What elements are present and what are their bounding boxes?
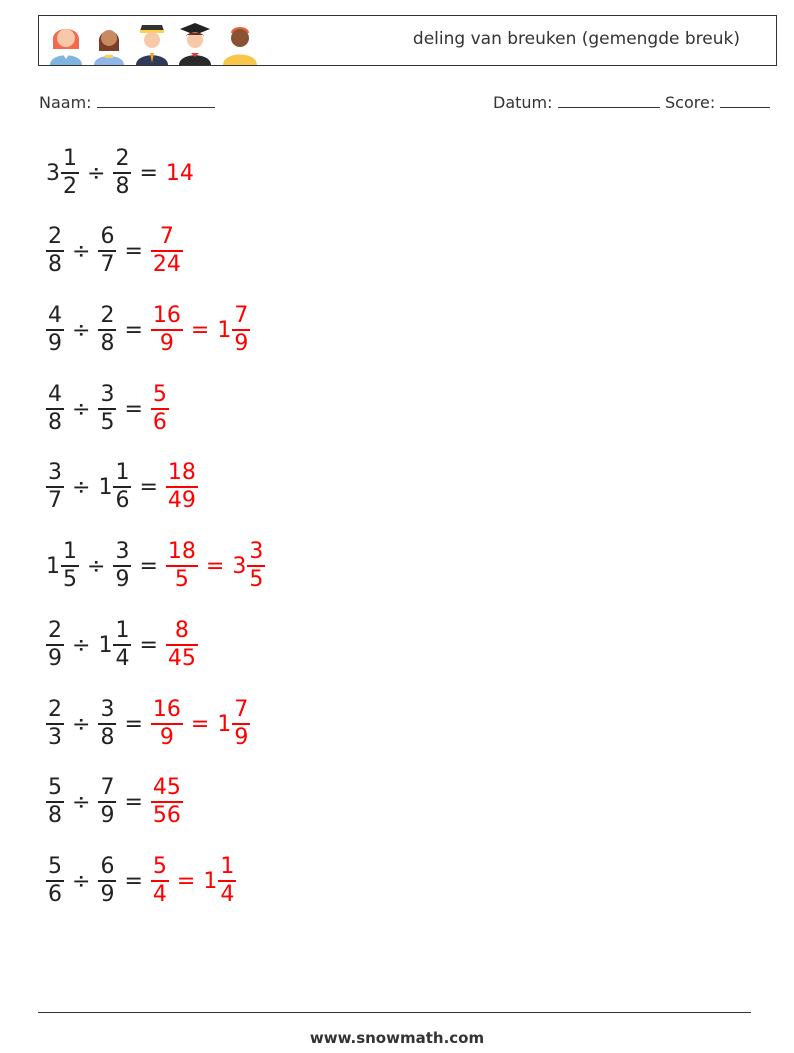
denominator: 9 [100, 802, 115, 828]
mixed-number-whole: 1 [217, 711, 232, 737]
denominator: 8 [100, 330, 115, 356]
dividend-fraction [61, 541, 79, 591]
answer [166, 161, 195, 186]
answer [151, 226, 183, 276]
answer [151, 384, 169, 434]
denominator: 8 [48, 409, 62, 435]
numerator: 7 [159, 224, 174, 250]
dividend-fraction [46, 305, 64, 355]
mixed-number-whole: 1 [217, 317, 232, 343]
answer-value-fraction [166, 462, 198, 512]
denominator: 6 [48, 881, 62, 907]
graduate-icon [174, 19, 216, 65]
denominator: 9 [234, 330, 249, 356]
equals-sign: = [190, 711, 210, 737]
answer-value [166, 462, 198, 512]
dividend [46, 148, 79, 198]
problem-row [46, 300, 250, 360]
numerator: 1 [115, 618, 130, 644]
numerator: 1 [115, 460, 130, 486]
divide-sign: ÷ [72, 632, 91, 658]
numerator: 7 [234, 697, 249, 723]
numerator: 5 [152, 854, 167, 880]
equals-sign: = [190, 317, 210, 343]
numerator: 3 [115, 539, 130, 565]
date-label: Datum: [493, 93, 553, 112]
answer-value-fraction [166, 620, 198, 670]
numerator: 6 [100, 854, 115, 880]
equals-sign: = [124, 868, 143, 894]
denominator: 9 [159, 330, 174, 356]
answer-value-fraction [151, 384, 169, 434]
numerator: 3 [249, 539, 264, 565]
answer-value-whole: 14 [165, 160, 194, 186]
problem-row [46, 615, 198, 675]
name-blank[interactable] [97, 93, 215, 108]
dividend [46, 541, 79, 591]
date-blank[interactable] [558, 93, 660, 108]
dividend-whole: 1 [46, 553, 60, 579]
divisor-whole: 1 [98, 474, 113, 500]
answer-value [151, 699, 183, 749]
numerator: 18 [167, 460, 196, 486]
answer-value [151, 305, 183, 355]
answer-value [151, 856, 169, 906]
mixed-number-whole: 3 [232, 553, 247, 579]
problem-row [46, 379, 169, 439]
numerator: 1 [63, 146, 77, 172]
dividend [46, 462, 64, 512]
numerator: 5 [48, 854, 62, 880]
equals-sign: = [139, 160, 158, 186]
divisor-fraction [113, 541, 131, 591]
equals-sign: = [139, 553, 158, 579]
answer-value-fraction [151, 856, 169, 906]
dividend [46, 856, 64, 906]
divisor [98, 305, 116, 355]
equals-sign: = [124, 396, 143, 422]
numerator: 4 [48, 382, 62, 408]
dividend [46, 226, 64, 276]
answer-value-fraction [166, 541, 198, 591]
answer [151, 305, 250, 355]
problem-row [46, 221, 183, 281]
equals-sign: = [139, 632, 158, 658]
denominator: 3 [48, 724, 62, 750]
divisor-fraction [98, 384, 116, 434]
dividend-fraction [46, 226, 64, 276]
divisor-fraction [98, 856, 116, 906]
denominator: 4 [152, 881, 167, 907]
problem-row [46, 536, 265, 596]
numerator: 5 [152, 382, 167, 408]
denominator: 5 [249, 566, 264, 592]
denominator: 4 [220, 881, 235, 907]
denominator: 56 [152, 802, 181, 828]
answer-value-fraction [151, 777, 183, 827]
worksheet-title: deling van breuken (gemengde breuk) [412, 29, 740, 49]
denominator: 9 [48, 330, 62, 356]
dividend-whole: 3 [46, 160, 60, 186]
answer-value [151, 384, 169, 434]
mixed-number-fraction [232, 699, 250, 749]
score-blank[interactable] [720, 93, 770, 108]
divisor [98, 856, 116, 906]
denominator: 5 [174, 566, 189, 592]
numerator: 2 [48, 224, 62, 250]
divisor [98, 620, 131, 670]
header-box [38, 15, 777, 66]
denominator: 7 [100, 251, 115, 277]
name-field[interactable] [39, 93, 215, 112]
dividend [46, 384, 64, 434]
divisor-fraction [98, 305, 116, 355]
answer-value-fraction [151, 699, 183, 749]
numerator: 45 [152, 775, 181, 801]
denominator: 5 [63, 566, 77, 592]
denominator: 45 [167, 645, 196, 671]
answer [166, 462, 198, 512]
numerator: 2 [115, 146, 130, 172]
denominator: 4 [115, 645, 130, 671]
mixed-number-whole: 1 [203, 868, 218, 894]
divide-sign: ÷ [72, 789, 91, 815]
denominator: 8 [48, 802, 62, 828]
denominator: 9 [159, 724, 174, 750]
equals-sign: = [124, 711, 143, 737]
numerator: 8 [174, 618, 189, 644]
answer [151, 856, 236, 906]
dividend-fraction [61, 148, 79, 198]
dividend-fraction [46, 462, 64, 512]
divide-sign: ÷ [72, 396, 91, 422]
problem-row [46, 143, 195, 203]
equals-sign: = [205, 553, 225, 579]
divide-sign: ÷ [87, 553, 106, 579]
numerator: 2 [48, 618, 62, 644]
numerator: 7 [234, 303, 249, 329]
numerator: 18 [167, 539, 196, 565]
answer-value [166, 161, 195, 186]
denominator: 6 [152, 409, 167, 435]
divide-sign: ÷ [72, 474, 91, 500]
mixed-number-fraction [247, 541, 265, 591]
dividend-fraction [46, 699, 64, 749]
footer-url: www.snowmath.com [309, 1029, 485, 1047]
numerator: 16 [152, 303, 181, 329]
divisor [98, 462, 131, 512]
pilot-icon [131, 19, 173, 65]
divisor-fraction [113, 620, 131, 670]
dividend [46, 777, 64, 827]
mixed-number-fraction [232, 305, 250, 355]
divisor-fraction [98, 226, 116, 276]
numerator: 4 [48, 303, 62, 329]
divisor-fraction [98, 699, 116, 749]
denominator: 6 [115, 487, 130, 513]
equals-sign: = [176, 868, 196, 894]
answer [151, 699, 250, 749]
footer-divider [38, 1012, 751, 1013]
divide-sign: ÷ [72, 868, 91, 894]
name-label: Naam: [39, 93, 92, 112]
dividend-fraction [46, 620, 64, 670]
mixed-number [217, 699, 250, 749]
divisor-fraction [113, 462, 131, 512]
dividend [46, 699, 64, 749]
score-field[interactable] [665, 93, 770, 112]
divide-sign: ÷ [72, 238, 91, 264]
answer-value [166, 620, 198, 670]
divisor-whole: 1 [98, 632, 113, 658]
date-field[interactable] [493, 93, 660, 112]
denominator: 8 [100, 724, 115, 750]
divisor [113, 148, 131, 198]
denominator: 8 [48, 251, 62, 277]
woman-icon [45, 19, 87, 65]
problem-row [46, 694, 250, 754]
answer [151, 777, 183, 827]
numerator: 3 [100, 382, 115, 408]
denominator: 49 [167, 487, 196, 513]
mixed-number [232, 541, 265, 591]
denominator: 24 [152, 251, 181, 277]
numerator: 5 [48, 775, 62, 801]
mixed-number-fraction [218, 856, 236, 906]
denominator: 2 [63, 173, 77, 199]
answer-value-fraction [151, 226, 183, 276]
female-worker-icon [88, 19, 130, 65]
divisor-fraction [113, 148, 131, 198]
numerator: 1 [220, 854, 235, 880]
problem-row [46, 772, 183, 832]
answer-value [151, 226, 183, 276]
denominator: 9 [115, 566, 130, 592]
numerator: 16 [152, 697, 181, 723]
answer [166, 620, 198, 670]
divisor [113, 541, 131, 591]
equals-sign: = [124, 238, 143, 264]
denominator: 9 [48, 645, 62, 671]
equals-sign: = [124, 789, 143, 815]
dividend-fraction [46, 856, 64, 906]
divisor [98, 384, 116, 434]
denominator: 9 [100, 881, 115, 907]
mixed-number [203, 856, 236, 906]
answer-value-fraction [151, 305, 183, 355]
problem-row [46, 851, 236, 911]
denominator: 8 [115, 173, 130, 199]
divide-sign: ÷ [87, 160, 106, 186]
denominator: 7 [48, 487, 62, 513]
divisor [98, 699, 116, 749]
dividend [46, 305, 64, 355]
score-label: Score: [665, 93, 716, 112]
dividend [46, 620, 64, 670]
numerator: 1 [63, 539, 77, 565]
equals-sign: = [139, 474, 158, 500]
denominator: 9 [234, 724, 249, 750]
answer-value [166, 541, 198, 591]
denominator: 5 [100, 409, 115, 435]
numerator: 6 [100, 224, 115, 250]
dividend-fraction [46, 777, 64, 827]
answer-value [151, 777, 183, 827]
mixed-number [217, 305, 250, 355]
numerator: 2 [48, 697, 62, 723]
divisor [98, 226, 116, 276]
answer [166, 541, 265, 591]
divisor-fraction [98, 777, 116, 827]
dividend-fraction [46, 384, 64, 434]
man-icon [219, 19, 261, 65]
numerator: 3 [48, 460, 62, 486]
divide-sign: ÷ [72, 711, 91, 737]
numerator: 3 [100, 697, 115, 723]
numerator: 2 [100, 303, 115, 329]
divisor [98, 777, 116, 827]
divide-sign: ÷ [72, 317, 91, 343]
problem-row [46, 457, 198, 517]
numerator: 7 [100, 775, 115, 801]
equals-sign: = [124, 317, 143, 343]
